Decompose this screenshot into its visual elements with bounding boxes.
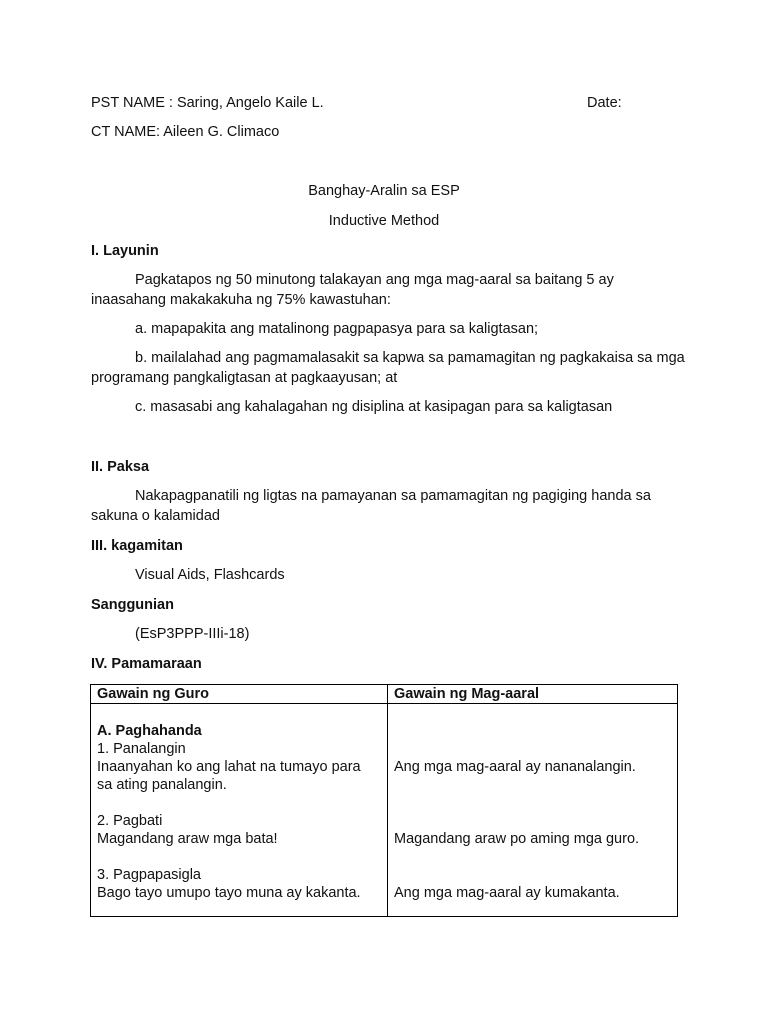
magaaral-panalangin: Ang mga mag-aaral ay nananalangin. [394, 759, 636, 775]
panalangin-line-1: Inaanyahan ko ang lahat na tumayo para [97, 759, 361, 775]
pagbati-text: Magandang araw mga bata! [97, 831, 278, 847]
panalangin-line-2: sa ating panalangin. [97, 777, 227, 793]
date-label: Date: [587, 95, 622, 111]
guro-cell [91, 704, 388, 917]
layunin-heading: I. Layunin [91, 243, 159, 259]
layunin-item-c: c. masasabi ang kahalagahan ng disiplina at kasipagan para sa kaligtasan [135, 399, 613, 415]
document-subtitle: Inductive Method [328, 213, 440, 229]
kagamitan-heading: III. kagamitan [91, 538, 183, 554]
sanggunian-heading: Sanggunian [91, 597, 174, 613]
ct-name: CT NAME: Aileen G. Climaco [91, 124, 280, 140]
section-paghahanda: A. Paghahanda [97, 723, 202, 739]
magaaral-cell [388, 704, 678, 917]
paksa-text: Nakapagpanatili ng ligtas na pamayanan sa pamamagitan ng pagiging handa sa sakuna o kalamidad [91, 488, 651, 524]
magaaral-pagpapasigla: Ang mga mag-aaral ay kumakanta. [394, 885, 620, 901]
table-row [91, 704, 678, 917]
document-title: Banghay-Aralin sa ESP [308, 183, 460, 199]
layunin-item-b: b. mailalahad ang pagmamalasakit sa kapwa sa pamamagitan ng pagkakaisa sa mga programang pangkaligtasan at pagkaayusan; at [91, 350, 685, 386]
panalangin-title: 1. Panalangin [97, 741, 186, 757]
column-header-guro: Gawain ng Guro [91, 685, 388, 704]
pagpapasigla-text: Bago tayo umupo tayo muna ay kakanta. [97, 885, 361, 901]
pagpapasigla-title: 3. Pagpapasigla [97, 867, 201, 883]
layunin-item-a: a. mapapakita ang matalinong pagpapasya para sa kaligtasan; [135, 321, 539, 337]
pst-name: PST NAME : Saring, Angelo Kaile L. [91, 95, 324, 111]
magaaral-pagbati: Magandang araw po aming mga guro. [394, 831, 640, 847]
kagamitan-text: Visual Aids, Flashcards [135, 567, 285, 583]
layunin-intro: Pagkatapos ng 50 minutong talakayan ang mga mag-aaral sa baitang 5 ay inaasahang makakakuha ng 75% kawastuhan: [91, 272, 614, 308]
pamamaraan-table [90, 684, 678, 917]
column-header-magaaral: Gawain ng Mag-aaral [388, 685, 678, 704]
table-header-row [91, 685, 678, 704]
sanggunian-text: (EsP3PPP-IIIi-18) [135, 626, 250, 642]
pamamaraan-heading: IV. Pamamaraan [91, 656, 202, 672]
paksa-heading: II. Paksa [91, 459, 150, 475]
pagbati-title: 2. Pagbati [97, 813, 163, 829]
